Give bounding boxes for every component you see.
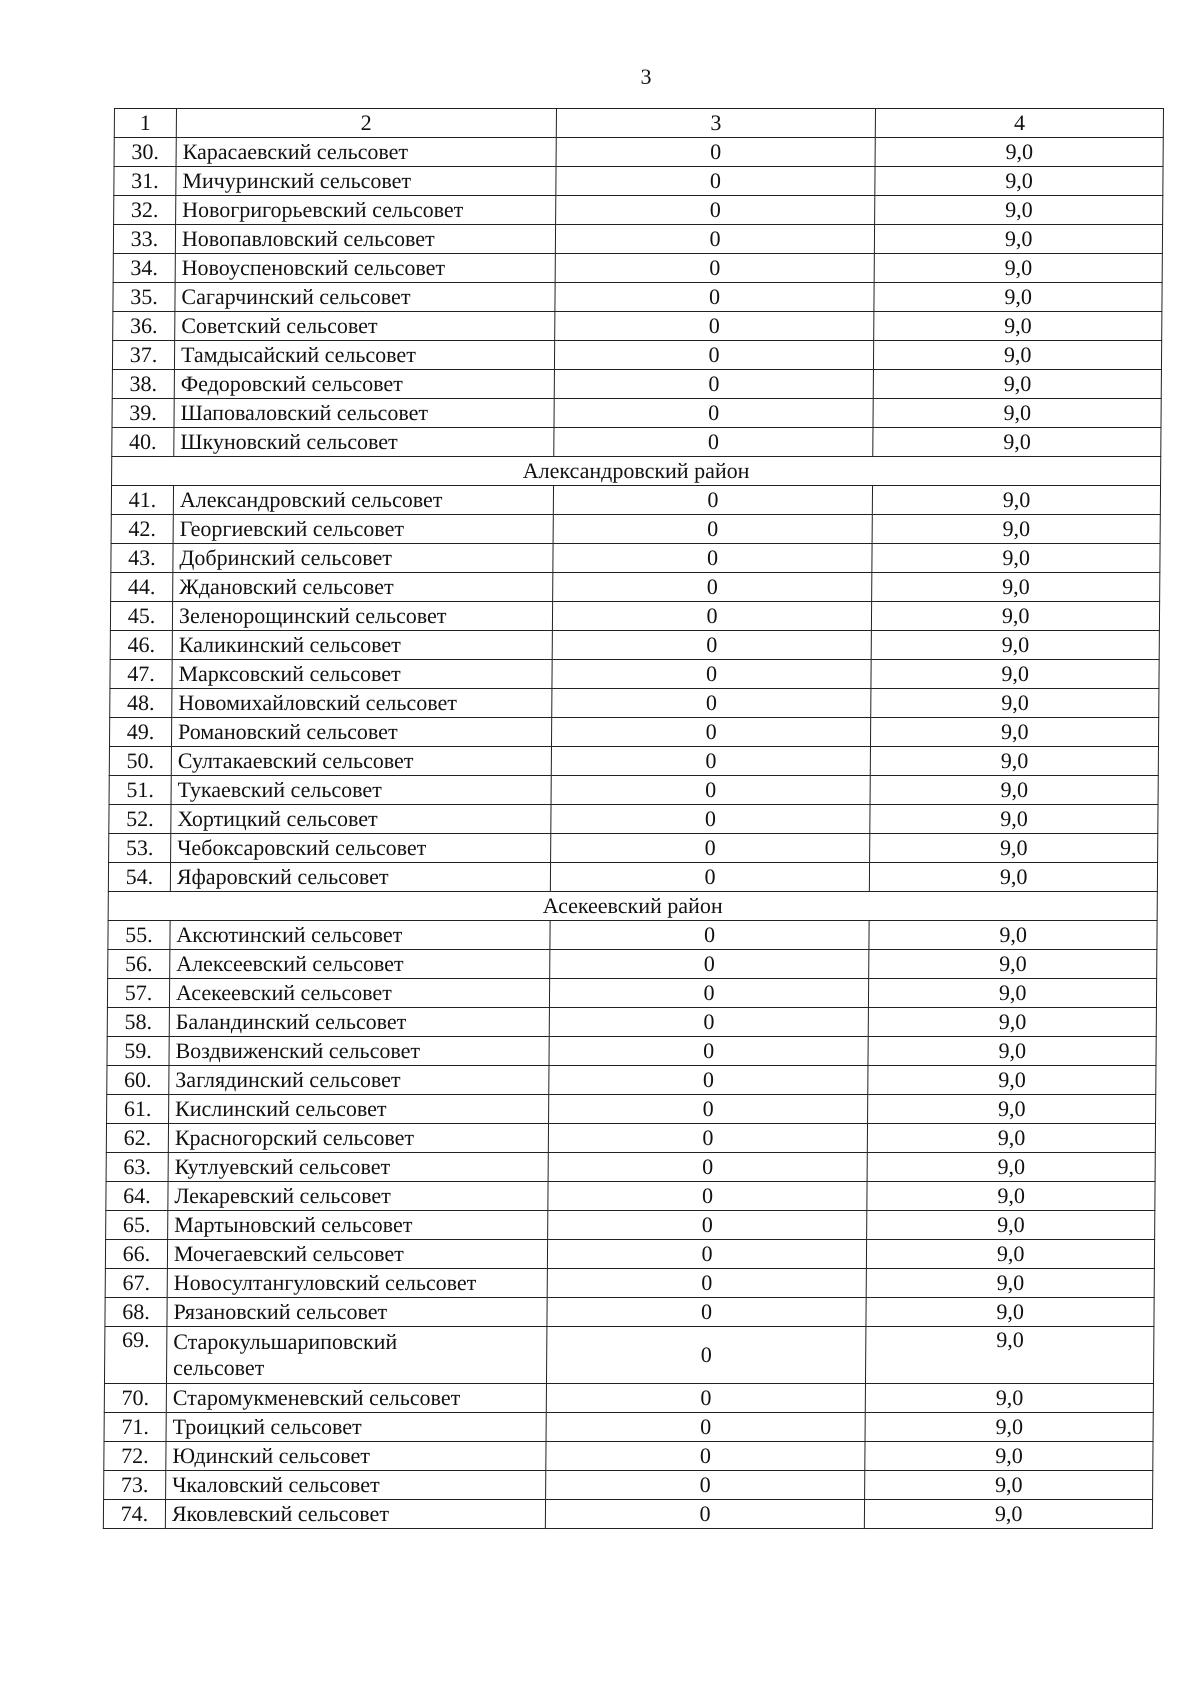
municipality-name-cell	[167, 1269, 547, 1298]
table-row	[104, 1413, 1153, 1442]
row-number: 60.	[107, 1066, 169, 1095]
column-4-value: 9,0	[865, 1471, 1153, 1500]
column-4-value: 9,0	[870, 863, 1158, 892]
municipality-name-cell	[166, 1471, 546, 1500]
table-row	[109, 805, 1158, 834]
column-4-value: 9,0	[870, 834, 1158, 863]
row-number: 71.	[104, 1413, 166, 1442]
table-row	[108, 950, 1157, 979]
row-number: 46.	[110, 631, 172, 660]
row-number: 41.	[111, 486, 173, 515]
municipality-name: Новогригорьевский сельсовет	[182, 197, 464, 222]
column-3-value: 0	[553, 486, 873, 515]
municipality-name-cell	[172, 689, 552, 718]
table-row	[109, 834, 1158, 863]
municipality-name-cell	[171, 776, 551, 805]
row-number: 31.	[114, 167, 176, 196]
municipality-name: Каликинский сельсовет	[178, 632, 401, 657]
column-4-value: 9,0	[871, 689, 1159, 718]
municipality-name: Мичуринский сельсовет	[182, 168, 412, 193]
row-number: 61.	[107, 1095, 169, 1124]
municipality-name: Алексеевский сельсовет	[176, 951, 404, 976]
column-4-value: 9,0	[869, 979, 1157, 1008]
header-cell-1: 1	[114, 109, 176, 138]
row-number: 30.	[114, 138, 176, 167]
column-3-value: 0	[551, 805, 871, 834]
row-number: 53.	[109, 834, 171, 863]
municipality-name: Тамдысайский сельсовет	[180, 342, 416, 367]
municipality-name-cell	[169, 1008, 549, 1037]
column-4-value: 9,0	[874, 283, 1162, 312]
column-3-value: 0	[553, 515, 873, 544]
table-row	[110, 689, 1159, 718]
row-number: 59.	[107, 1037, 169, 1066]
table-row	[104, 1442, 1153, 1471]
table-body	[103, 109, 1163, 1529]
column-4-value: 9,0	[866, 1298, 1154, 1327]
row-number: 66.	[105, 1240, 167, 1269]
municipality-name: Мартыновский сельсовет	[174, 1212, 413, 1237]
municipality-name: Хортицкий сельсовет	[177, 806, 378, 831]
municipality-name-cell	[170, 921, 550, 950]
column-4-value: 9,0	[872, 631, 1160, 660]
table-row	[112, 370, 1161, 399]
column-4-value: 9,0	[866, 1384, 1154, 1413]
column-4-value: 9,0	[869, 1008, 1157, 1037]
row-number: 74.	[103, 1500, 165, 1529]
column-3-value: 0	[549, 1066, 869, 1095]
municipality-name-cell	[174, 341, 554, 370]
column-3-value: 0	[552, 602, 872, 631]
row-number: 52.	[109, 805, 171, 834]
municipality-name: Чкаловский сельсовет	[172, 1472, 380, 1497]
municipality-name-cell	[166, 1384, 546, 1413]
municipality-name: Новопавловский сельсовет	[181, 226, 435, 251]
table-row	[107, 1008, 1156, 1037]
municipality-name: Добринский сельсовет	[179, 545, 393, 570]
column-4-value: 9,0	[867, 1269, 1155, 1298]
column-4-value: 9,0	[867, 1153, 1155, 1182]
table-row	[107, 979, 1156, 1008]
column-3-value: 0	[546, 1384, 866, 1413]
table-row	[113, 312, 1162, 341]
row-number: 72.	[104, 1442, 166, 1471]
table-row	[107, 1037, 1156, 1066]
table-row	[111, 486, 1160, 515]
municipality-name-cell	[170, 863, 550, 892]
column-3-value: 0	[550, 834, 870, 863]
municipality-name: Красногорский сельсовет	[174, 1125, 415, 1150]
municipality-name: Новоуспеновский сельсовет	[181, 255, 446, 280]
municipality-name-cell	[176, 138, 556, 167]
table-row	[112, 341, 1161, 370]
column-3-value: 0	[545, 1500, 865, 1529]
section-title: Асекеевский район	[108, 892, 1157, 921]
row-number: 50.	[109, 747, 171, 776]
municipality-name-cell	[168, 1153, 548, 1182]
row-number: 56.	[108, 950, 170, 979]
row-number: 45.	[110, 602, 172, 631]
municipality-name-cell	[167, 1298, 547, 1327]
row-number: 49.	[109, 718, 171, 747]
table-row	[113, 225, 1162, 254]
column-3-value: 0	[554, 370, 874, 399]
municipality-name-cell	[166, 1413, 546, 1442]
row-number: 48.	[110, 689, 172, 718]
table-row	[105, 1240, 1154, 1269]
municipality-name: Шаповаловский сельсовет	[180, 400, 429, 425]
column-4-value: 9,0	[875, 225, 1163, 254]
column-4-value: 9,0	[875, 138, 1163, 167]
row-number: 35.	[113, 283, 175, 312]
table-row	[114, 196, 1163, 225]
municipality-name-cell	[171, 747, 551, 776]
municipality-name: Яфаровский сельсовет	[176, 864, 389, 889]
municipality-name-cell	[169, 1037, 549, 1066]
row-number: 34.	[113, 254, 175, 283]
column-4-value: 9,0	[873, 486, 1161, 515]
column-4-value: 9,0	[868, 1037, 1156, 1066]
table-row	[105, 1269, 1154, 1298]
column-3-value: 0	[554, 428, 874, 457]
municipality-name-cell	[175, 283, 555, 312]
table-row	[109, 718, 1158, 747]
municipality-name-cell	[175, 312, 555, 341]
table-row	[110, 631, 1159, 660]
municipality-name-cell	[165, 1500, 545, 1529]
column-3-value: 0	[548, 1095, 868, 1124]
table-row	[107, 1095, 1156, 1124]
column-4-value: 9,0	[867, 1240, 1155, 1269]
municipality-name: Зеленорощинский сельсовет	[178, 603, 447, 628]
header-cell-2: 2	[176, 109, 556, 138]
row-number: 36.	[113, 312, 175, 341]
municipality-name-cell	[173, 544, 553, 573]
column-3-value: 0	[551, 718, 871, 747]
column-3-value: 0	[551, 689, 871, 718]
column-4-value: 9,0	[874, 370, 1162, 399]
allocation-table	[103, 108, 1164, 1529]
municipality-name-cell	[169, 979, 549, 1008]
row-number: 54.	[108, 863, 170, 892]
column-4-value: 9,0	[867, 1182, 1155, 1211]
column-4-value: 9,0	[870, 805, 1158, 834]
row-number: 63.	[106, 1153, 168, 1182]
municipality-name-cell	[172, 631, 552, 660]
municipality-name: Султакаевский сельсовет	[177, 748, 414, 773]
municipality-name-cell	[170, 950, 550, 979]
municipality-name: Старомукменевский сельсовет	[172, 1385, 461, 1410]
municipality-name: Мочегаевский сельсовет	[173, 1241, 404, 1266]
column-3-value: 0	[549, 1037, 869, 1066]
municipality-name-cell	[168, 1095, 548, 1124]
header-row	[114, 109, 1163, 138]
column-4-value: 9,0	[865, 1500, 1153, 1529]
column-4-value: 9,0	[872, 515, 1160, 544]
row-number: 37.	[112, 341, 174, 370]
municipality-name: Шкуновский сельсовет	[180, 429, 398, 454]
column-3-value: 0	[545, 1471, 865, 1500]
municipality-name: Ждановский сельсовет	[179, 574, 394, 599]
column-4-value: 9,0	[868, 1124, 1156, 1153]
table-row	[105, 1298, 1154, 1327]
column-3-value: 0	[548, 1124, 868, 1153]
municipality-name-cell	[175, 254, 555, 283]
column-3-value: 0	[548, 1153, 868, 1182]
municipality-name-cell	[168, 1182, 548, 1211]
row-number: 38.	[112, 370, 174, 399]
column-3-value: 0	[552, 631, 872, 660]
municipality-name-cell	[169, 1066, 549, 1095]
table-row	[109, 776, 1158, 805]
row-number: 51.	[109, 776, 171, 805]
row-number: 58.	[107, 1008, 169, 1037]
column-4-value: 9,0	[872, 544, 1160, 573]
column-3-value: 0	[547, 1211, 867, 1240]
municipality-name-cell	[171, 805, 551, 834]
row-number: 39.	[112, 399, 174, 428]
municipality-name-cell	[171, 834, 551, 863]
column-4-value: 9,0	[872, 602, 1160, 631]
page-number: 3	[640, 64, 652, 89]
column-3-value: 0	[555, 225, 875, 254]
row-number: 65.	[106, 1211, 168, 1240]
column-4-value: 9,0	[873, 399, 1161, 428]
municipality-name: Тукаевский сельсовет	[177, 777, 382, 802]
row-number: 55.	[108, 921, 170, 950]
table-row	[112, 399, 1161, 428]
row-number: 44.	[111, 573, 173, 602]
municipality-name: Троицкий сельсовет	[172, 1414, 362, 1439]
row-number: 67.	[105, 1269, 167, 1298]
municipality-name-cell	[173, 486, 553, 515]
table-row	[104, 1327, 1153, 1384]
column-4-value: 9,0	[874, 312, 1162, 341]
column-4-value: 9,0	[868, 1095, 1156, 1124]
table-row	[106, 1182, 1155, 1211]
table-row	[110, 602, 1159, 631]
column-4-value: 9,0	[869, 950, 1157, 979]
municipality-name-cell	[174, 428, 554, 457]
municipality-name: Баландинский сельсовет	[175, 1009, 407, 1034]
table-row	[107, 1066, 1156, 1095]
municipality-name-cell	[167, 1240, 547, 1269]
row-number: 47.	[110, 660, 172, 689]
row-number: 62.	[106, 1124, 168, 1153]
column-3-value: 0	[549, 1008, 869, 1037]
municipality-name: Сагарчинский сельсовет	[181, 284, 411, 309]
table-row	[112, 428, 1161, 457]
column-3-value: 0	[546, 1413, 866, 1442]
column-3-value: 0	[555, 196, 875, 225]
table-row	[108, 921, 1157, 950]
municipality-name: Новомихайловский сельсовет	[178, 690, 458, 715]
header-cell-3: 3	[556, 109, 876, 138]
table-row	[104, 1384, 1153, 1413]
municipality-name: Воздвиженский сельсовет	[175, 1038, 421, 1063]
row-number: 40.	[112, 428, 174, 457]
row-number: 33.	[113, 225, 175, 254]
table-row	[106, 1211, 1155, 1240]
municipality-name: Александровский сельсовет	[179, 487, 443, 512]
column-4-value: 9,0	[872, 573, 1160, 602]
row-number: 68.	[105, 1298, 167, 1327]
municipality-name: Новосултангуловский сельсовет	[173, 1270, 477, 1295]
column-3-value: 0	[551, 776, 871, 805]
column-4-value: 9,0	[870, 776, 1158, 805]
municipality-name-cell	[172, 660, 552, 689]
row-number: 42.	[111, 515, 173, 544]
municipality-name-cell	[174, 399, 554, 428]
column-3-value: 0	[556, 167, 876, 196]
column-3-value: 0	[554, 341, 874, 370]
column-4-value: 9,0	[875, 167, 1163, 196]
column-4-value: 9,0	[874, 341, 1162, 370]
column-3-value: 0	[556, 138, 876, 167]
municipality-name-cell	[172, 602, 552, 631]
municipality-name: Юдинский сельсовет	[172, 1443, 371, 1468]
municipality-name-cell	[168, 1211, 548, 1240]
table-row	[111, 573, 1160, 602]
table-row	[111, 515, 1160, 544]
municipality-name: Советский сельсовет	[181, 313, 378, 338]
municipality-name-cell	[174, 370, 554, 399]
municipality-name-cell	[171, 718, 551, 747]
column-4-value: 9,0	[874, 254, 1162, 283]
column-3-value: 0	[546, 1327, 866, 1384]
column-3-value: 0	[554, 312, 874, 341]
row-number: 57.	[107, 979, 169, 1008]
column-4-value: 9,0	[866, 1327, 1154, 1384]
section-row	[112, 457, 1161, 486]
municipality-name-cell	[176, 196, 556, 225]
column-3-value: 0	[553, 544, 873, 573]
column-4-value: 9,0	[875, 196, 1163, 225]
row-number: 43.	[111, 544, 173, 573]
column-4-value: 9,0	[871, 660, 1159, 689]
municipality-name: Асекеевский сельсовет	[175, 980, 392, 1005]
municipality-name: Старокульшариповский	[173, 1329, 398, 1354]
table-row	[113, 254, 1162, 283]
table-row	[106, 1153, 1155, 1182]
column-3-value: 0	[546, 1442, 866, 1471]
table-row	[109, 747, 1158, 776]
municipality-name: Рязановский сельсовет	[173, 1299, 388, 1324]
header-cell-4: 4	[876, 109, 1164, 138]
row-number: 69.	[104, 1327, 166, 1384]
municipality-name-cell	[166, 1442, 546, 1471]
table-row	[110, 660, 1159, 689]
municipality-name: Марксовский сельсовет	[178, 661, 401, 686]
municipality-name: Федоровский сельсовет	[180, 371, 403, 396]
municipality-name: Георгиевский сельсовет	[179, 516, 405, 541]
row-number: 70.	[104, 1384, 166, 1413]
municipality-name-cell	[173, 515, 553, 544]
column-3-value: 0	[550, 863, 870, 892]
table-row	[114, 167, 1163, 196]
column-3-value: 0	[554, 399, 874, 428]
column-3-value: 0	[552, 660, 872, 689]
column-4-value: 9,0	[867, 1211, 1155, 1240]
column-4-value: 9,0	[868, 1066, 1156, 1095]
column-3-value: 0	[555, 254, 875, 283]
municipality-name-cell	[166, 1327, 546, 1384]
municipality-name-cell	[173, 573, 553, 602]
municipality-name: Яковлевский сельсовет	[171, 1501, 390, 1526]
column-4-value: 9,0	[873, 428, 1161, 457]
municipality-name: Кислинский сельсовет	[175, 1096, 387, 1121]
column-3-value: 0	[552, 573, 872, 602]
column-3-value: 0	[555, 283, 875, 312]
municipality-name: Аксютинский сельсовет	[176, 922, 403, 947]
row-number: 32.	[114, 196, 176, 225]
table-row	[108, 863, 1157, 892]
table-row	[103, 1500, 1152, 1529]
column-3-value: 0	[547, 1240, 867, 1269]
municipality-name: Лекаревский сельсовет	[174, 1183, 391, 1208]
table-row	[106, 1124, 1155, 1153]
municipality-name-cell	[168, 1124, 548, 1153]
column-3-value: 0	[550, 921, 870, 950]
table-row	[113, 283, 1162, 312]
column-3-value: 0	[547, 1298, 867, 1327]
municipality-name-cell	[175, 225, 555, 254]
municipality-name: Карасаевский сельсовет	[182, 139, 409, 164]
section-title: Александровский район	[112, 457, 1161, 486]
column-4-value: 9,0	[865, 1413, 1153, 1442]
column-3-value: 0	[549, 979, 869, 1008]
table-row	[111, 544, 1160, 573]
municipality-name: Кутлуевский сельсовет	[174, 1154, 391, 1179]
column-3-value: 0	[549, 950, 869, 979]
row-number: 73.	[104, 1471, 166, 1500]
row-number: 64.	[106, 1182, 168, 1211]
section-row	[108, 892, 1157, 921]
table-row	[104, 1471, 1153, 1500]
column-3-value: 0	[547, 1269, 867, 1298]
municipality-name-continued: сельсовет	[172, 1355, 265, 1380]
column-3-value: 0	[551, 747, 871, 776]
column-4-value: 9,0	[865, 1442, 1153, 1471]
municipality-name: Заглядинский сельсовет	[175, 1067, 401, 1092]
column-4-value: 9,0	[871, 747, 1159, 776]
table-row	[114, 138, 1163, 167]
column-4-value: 9,0	[871, 718, 1159, 747]
column-4-value: 9,0	[869, 921, 1157, 950]
municipality-name: Чебоксаровский сельсовет	[177, 835, 427, 860]
municipality-name-cell	[176, 167, 556, 196]
column-3-value: 0	[548, 1182, 868, 1211]
municipality-name: Романовский сельсовет	[177, 719, 398, 744]
